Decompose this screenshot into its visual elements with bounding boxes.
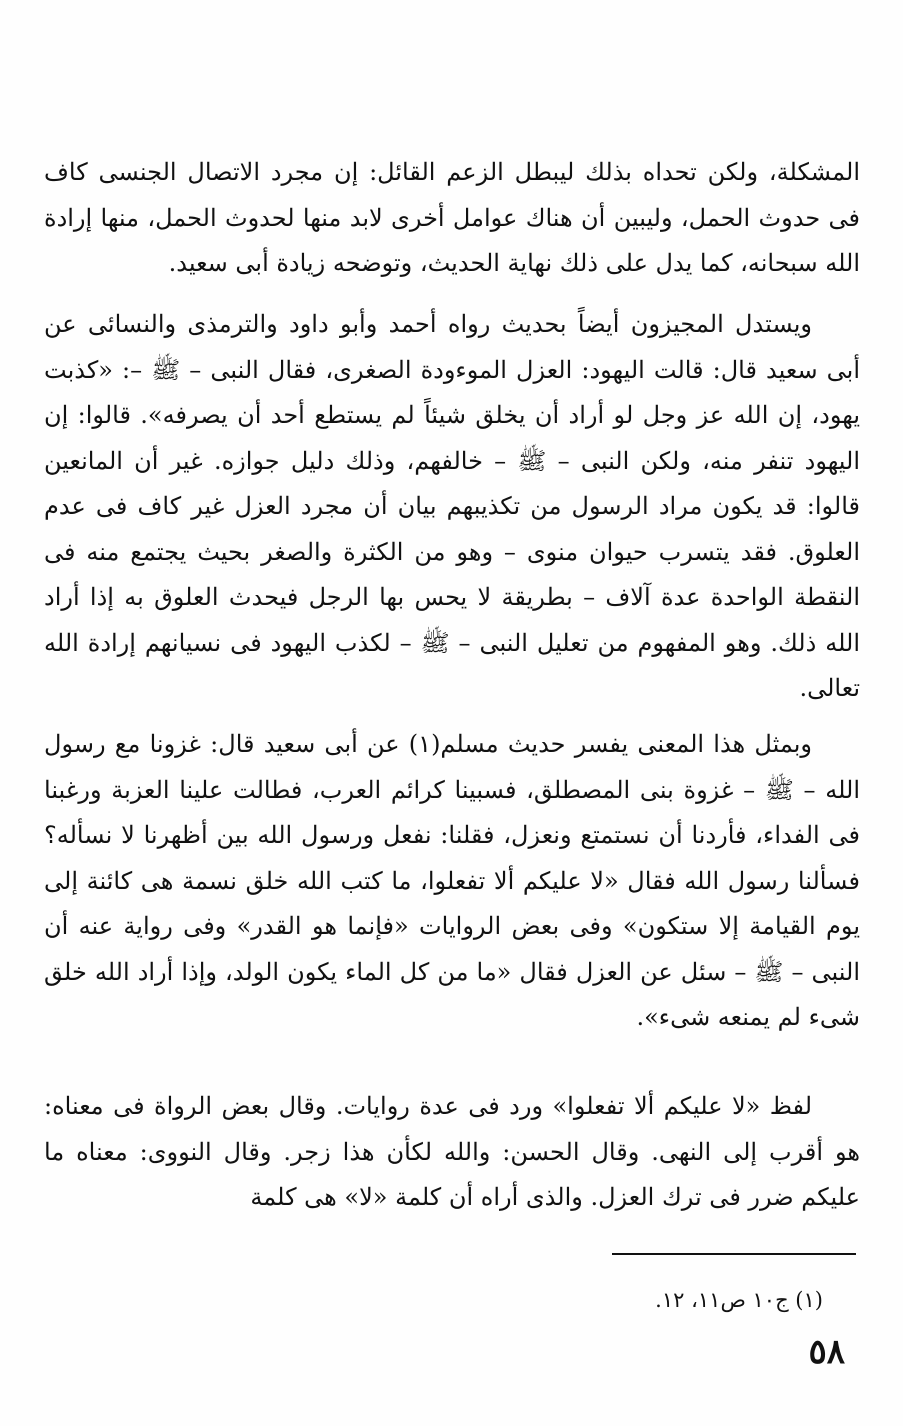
paragraph-2-block xyxy=(44,302,860,712)
paragraph-3: وبمثل هذا المعنى يفسر حديث مسلم(١) عن أبى سعيد قال: غزونا مع رسول الله – ﷺ – غزوة بنى المصطلق، فسبينا كرائم العرب، فطالت علينا العزبة ورغبنا فى الفداء، فأردنا أن نستمتع ونعزل، فقلنا: نفعل ورسول الله بين أظهرنا لا نسأله؟ فسألنا رسول الله فقال «لا عليكم ألا تفعلوا، ما كتب الله خلق نسمة هى كائنة إلى يوم القيامة إلا ستكون» وفى بعض الروايات «فإنما هو القدر» وفى رواية عنه أن النبى – ﷺ – سئل عن العزل فقال «ما من كل الماء يكون الولد، وإذا أراد الله خلق شىء لم يمنعه شىء». xyxy=(44,730,860,1031)
footnote-divider xyxy=(612,1253,856,1255)
paragraph-3-block xyxy=(44,722,860,1041)
paragraph-1: المشكلة، ولكن تحداه بذلك ليبطل الزعم القائل: إن مجرد الاتصال الجنسى كاف فى حدوث الحمل، وليبين أن هناك عوامل أخرى لابد منها لحدوث الحمل، منها إرادة الله سبحانه، كما يدل على ذلك نهاية الحديث، وتوضحه زيادة أبى سعيد. xyxy=(44,158,860,277)
footnote: (١) ج١٠ ص١١، ١٢. xyxy=(655,1288,823,1312)
paragraph-1-block xyxy=(44,150,860,287)
page-number: ٥٨ xyxy=(808,1332,845,1372)
paragraph-4: لفظ «لا عليكم ألا تفعلوا» ورد فى عدة روايات. وقال بعض الرواة فى معناه: هو أقرب إلى النهى. وقال الحسن: والله لكأن هذا زجر. وقال النووى: معناه ما عليكم ضرر فى ترك العزل. والذى أراه أن كلمة «لا» هى كلمة xyxy=(44,1092,860,1211)
paragraph-4-block xyxy=(44,1084,860,1221)
paragraph-2: ويستدل المجيزون أيضاً بحديث رواه أحمد وأبو داود والترمذى والنسائى عن أبى سعيد قال: قالت اليهود: العزل الموءودة الصغرى، فقال النبى – ﷺ –: «كذبت يهود، إن الله عز وجل لو أراد أن يخلق شيئاً لم يستطع أحد أن يصرفه». قالوا: إن اليهود تنفر منه، ولكن النبى – ﷺ – خالفهم، وذلك دليل جوازه. غير أن المانعين قالوا: قد يكون مراد الرسول من تكذيبهم بيان أن مجرد العزل غير كاف فى عدم العلوق. فقد يتسرب حيوان منوى – وهو من الكثرة والصغر بحيث يجتمع منه فى النقطة الواحدة عدة آلاف – بطريقة لا يحس بها الرجل فيحدث العلوق به إذا أراد الله ذلك. وهو المفهوم من تعليل النبى – ﷺ – لكذب اليهود فى نسيانهم إرادة الله تعالى. xyxy=(44,310,860,702)
